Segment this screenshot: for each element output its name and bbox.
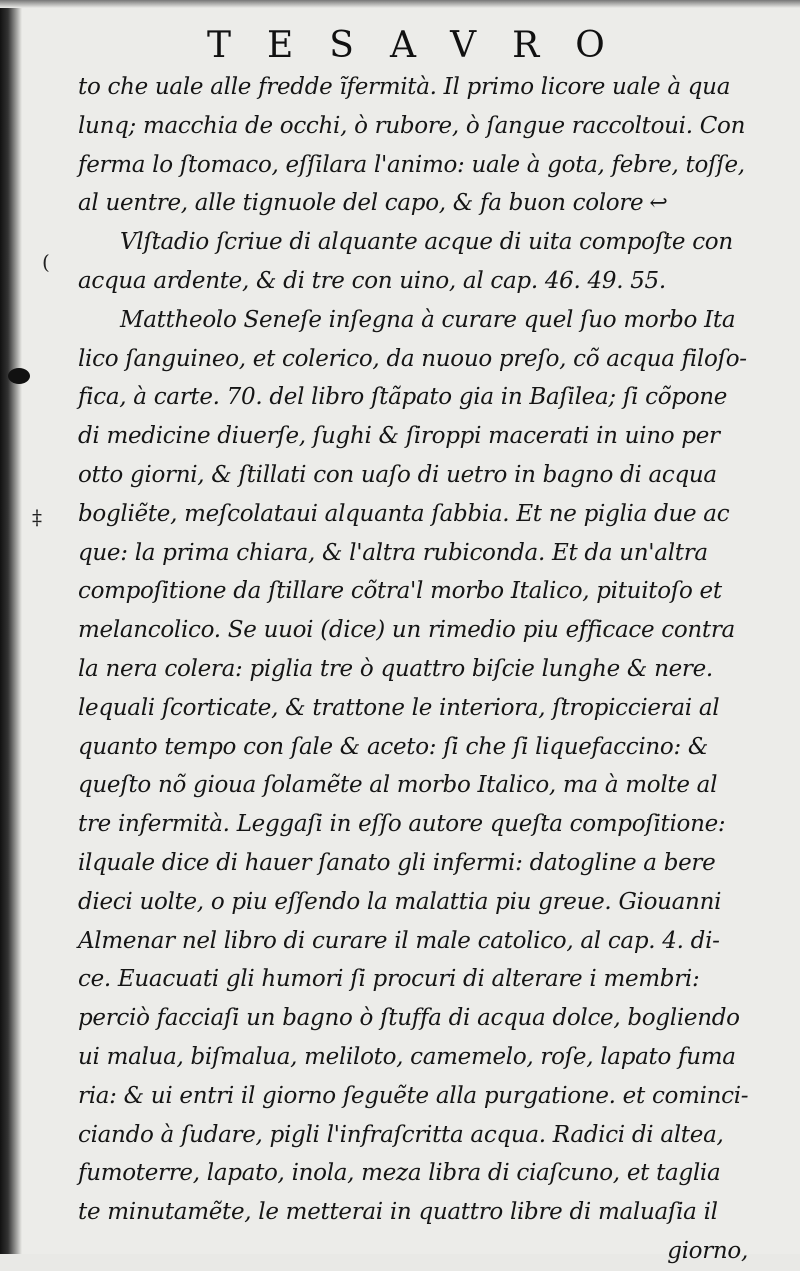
page-top-shadow [0,0,800,8]
text-line: fica, à carte. 70. del libro ſtãpato gia in Baſilea; ſi cõpone [78,384,728,411]
text-line: lunq; macchia de occhi, ò rubore, ò ſangue raccoltoui. Con [78,112,746,139]
text-line: Almenar nel libro di curare il male catolico, al cap. 4. di- [78,927,720,954]
text-line: otto giorni, & ſtillati con uaſo di uetro in bagno di acqua [78,461,717,488]
text-line: queſto nõ gioua ſolamẽte al morbo Italico, ma à molte al [78,772,718,799]
text-line: ferma lo ſtomaco, eſſilara l'animo: uale à gota, febre, toſſe, [78,151,745,178]
margin-dagger-mark: ‡ [32,505,42,529]
text-line: lico ſanguineo, et colerico, da nuouo preſo, cõ acqua filoſo- [78,345,747,372]
text-line: lequali ſcorticate, & trattone le interiora, ſtropiccierai al [78,694,720,721]
running-title: TESAVRO [207,24,641,66]
page-gutter-shadow [0,0,22,1254]
text-line: ria: & ui entri il giorno ſeguẽte alla purgatione. et cominci- [78,1082,749,1109]
catchword: giorno, [667,1237,748,1264]
text-line: Mattheolo Seneſe inſegna à curare quel ſuo morbo Ita [120,306,736,333]
text-line: acqua ardente, & di tre con uino, al cap. 46. 49. 55. [78,267,666,294]
page-header [185,22,641,68]
margin-bracket-mark: ( [42,250,50,274]
text-line: te minutamẽte, le metterai in quattro libre di maluaſia il [78,1199,718,1226]
ink-blot [8,368,30,384]
text-line-content: al uentre, alle tignuole del capo, & fa buon colore [78,190,644,217]
text-line: que: la prima chiara, & l'altra rubiconda. Et da un'altra [78,539,708,566]
text-line: perciò facciaſi un bagno ò ſtuffa di acqua dolce, bogliendo [78,1005,740,1032]
text-line: ui malua, biſmalua, meliloto, camemelo, roſe, lapato fuma [78,1043,736,1070]
text-line: quanto tempo con ſale & aceto: ſi che ſi liquefaccino: & [78,733,709,760]
body-text [78,68,778,1271]
line-end-flourish: ↩ [649,191,668,217]
text-line: ciando à ſudare, pigli l'infraſcritta acqua. Radici di altea, [78,1121,724,1148]
text-line: compoſitione da ſtillare cõtra'l morbo Italico, pituitoſo et [78,578,722,605]
text-line: melancolico. Se uuoi (dice) un rimedio piu efficace contra [78,617,735,644]
text-line [78,184,778,223]
text-line: to che uale alle fredde ĩfermità. Il primo licore uale à qua [78,74,731,100]
text-line: ce. Euacuati gli humori ſi procuri di alterare i membri: [78,966,700,993]
text-line: ilquale dice di hauer ſanato gli infermi: datogline a bere [78,849,716,876]
text-line: Vlſtadio ſcriue di alquante acque di uita compoſte con [120,229,733,256]
text-line: fumoterre, lapato, inola, meza libra di ciaſcuno, et taglia [78,1160,721,1187]
text-line: bogliẽte, meſcolataui alquanta ſabbia. Et ne piglia due ac [78,500,730,527]
text-line: tre infermità. Leggaſi in eſſo autore queſta compoſitione: [78,811,726,838]
text-line: di medicine diuerſe, ſughi & ſiroppi macerati in uino per [78,423,720,450]
text-line: dieci uolte, o piu eſſendo la malattia piu greue. Giouanni [78,888,722,915]
text-line: la nera colera: piglia tre ò quattro biſcie lunghe & nere. [78,655,713,682]
